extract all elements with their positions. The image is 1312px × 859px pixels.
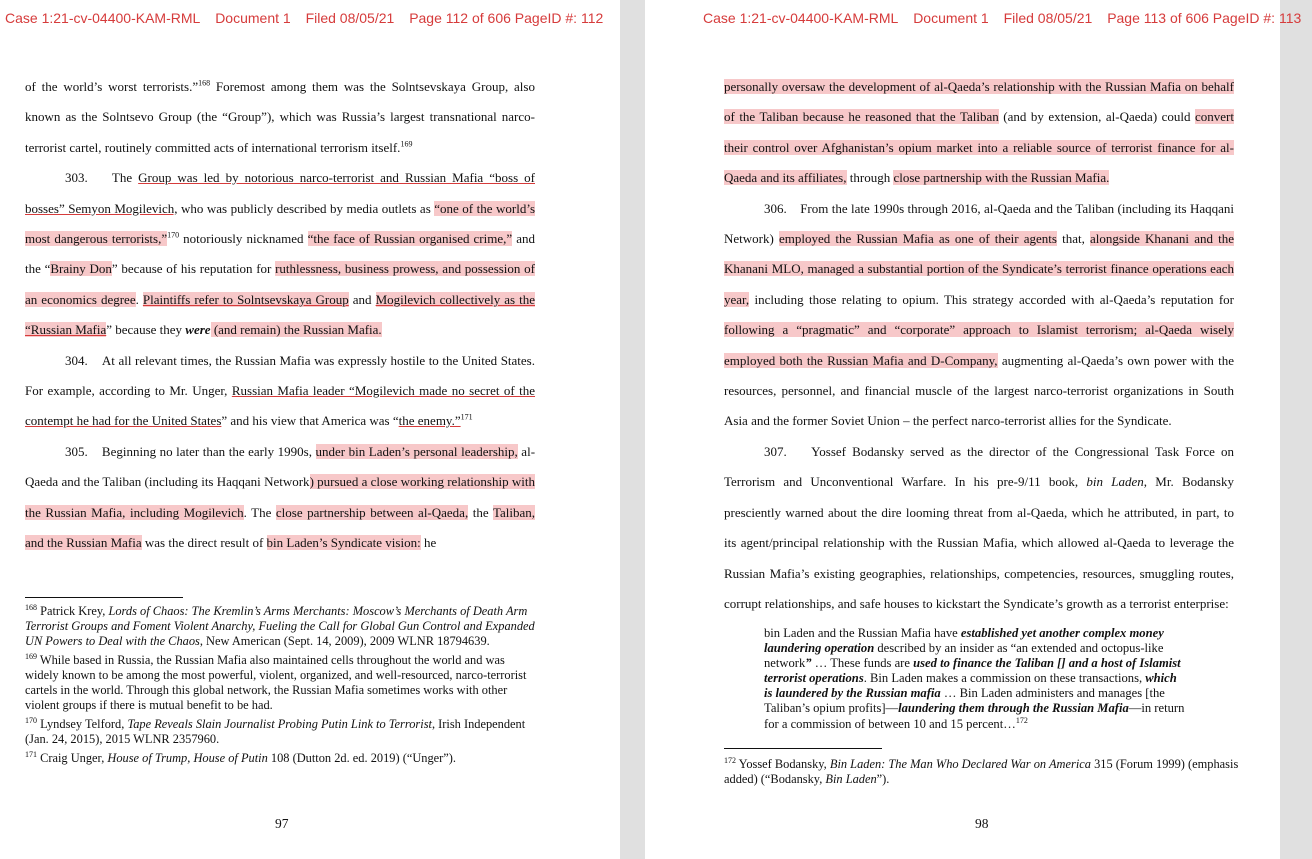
footnote-divider	[25, 597, 183, 598]
underlined-text: the enemy.”	[398, 413, 461, 429]
highlighted-text: Taliban, and the Russian Mafia	[25, 504, 536, 551]
highlighted-text: employed the Russian Mafia as one of their agents	[778, 231, 1057, 247]
highlighted-text: ruthlessness, business prowess, and possession of an economics degree	[25, 261, 535, 307]
highlighted-text: “one of the world’s most dangerous terrorists,”	[25, 200, 536, 247]
paragraph-307: 307. Yossef Bodansky served as the director of the Congressional Task Force on Terrorism and Unconventional Warfare. In his pre-9/11 book, bin Laden, Mr. Bodansky presciently warned about the dire looming threat from al-Qaeda, which he attributed, in part, to its agent/principal relationship with the Russian Mafia, which allowed al-Qaeda to leverage the Russian Mafia’s existing geographies, relationships, competencies, resources, smuggling routes, corrupt relationships, and safe houses to kickstart the Syndicate’s growth as a terrorist enterprise:	[724, 443, 1235, 611]
document-number: Document 1	[215, 10, 291, 26]
underlined-text: Group was led by notorious narco-terrorist and Russian Mafia “boss of bosses” Semyon Mogilevich,	[25, 170, 535, 216]
page-number: 98	[975, 816, 989, 831]
page-header	[5, 10, 614, 26]
highlighted-text: close partnership with the Russian Mafia.	[893, 170, 1110, 186]
footnote-170: $^{170}$ Lyndsey Telford, Tape Reveals Slain Journalist Probing Putin Link to Terrorist, Irish Independent (Jan. 24, 2015), 2015 WLNR 2357960.	[25, 715, 526, 746]
paragraph-number: 306.	[764, 200, 787, 216]
highlighted-text: following a “pragmatic” and “corporate” approach to Islamist terrorism; al-Qaeda wisely employed both the Russian Mafia and D-Company,	[724, 322, 1234, 368]
highlighted-text: “the face of Russian organised crime,”	[307, 231, 513, 247]
page-body	[724, 72, 1234, 619]
highlighted-text: Mogilevich collectively as the “Russian Mafia	[25, 291, 535, 338]
footnote-ref[interactable]: 171	[460, 413, 473, 423]
page-id: Page 112 of 606 PageID #: 112	[409, 10, 604, 26]
paragraph-303: 303. The Group was led by notorious narco-terrorist and Russian Mafia “boss of bosses” Semyon Mogilevich, who was publicly described by media outlets as “one of the world’s most dangerous terrorists,”$^{170}$ notoriously nicknamed “the face of Russian organised crime,” and the “Brainy Don” because of his reputation for ruthlessness, business prowess, and possession of an economics degree. Plaintiffs refer to Solntsevskaya Group and Mogilevich collectively as the “Russian Mafia” because they were (and remain) the Russian Mafia.	[25, 170, 536, 338]
document-page-97	[0, 0, 620, 859]
footnote-ref[interactable]: 169	[400, 139, 413, 149]
filed-date: Filed 08/05/21	[305, 10, 395, 26]
highlighted-text: Plaintiffs refer to Solntsevskaya Group	[142, 291, 349, 307]
footnotes	[724, 757, 1239, 791]
footnote-169: $^{169}$ While based in Russia, the Russian Mafia also maintained cells throughout the world and was widely known to be among the most powerful, violent, organized, and well-resourced, narco-terrorist cartels in the world. Through this global network, the Russian Mafia sometimes works with other violent groups if there is mutual benefit to be had.	[25, 651, 527, 712]
paragraph-number: 304.	[65, 352, 88, 368]
paragraph-number: 305.	[65, 443, 88, 459]
highlighted-text: Brainy Don	[50, 261, 112, 277]
paragraph-306: 306. From the late 1990s through 2016, al-Qaeda and the Taliban (including its Haqqani Network) employed the Russian Mafia as one of their agents that, alongside Khanani and the Khanani MLO, managed a substantial portion of the Syndicate’s terrorist finance operations each year, including those relating to opium. This strategy accorded with al-Qaeda’s reputation for following a “pragmatic” and “corporate” approach to Islamist terrorism; al-Qaeda wisely employed both the Russian Mafia and D-Company, augmenting al-Qaeda’s own power with the resources, personnel, and financial muscle of the largest narco-terrorist organizations in South Asia and the former Soviet Union – the perfect narco-terrorist allies for the Syndicate.	[724, 200, 1234, 429]
page-body	[25, 72, 535, 559]
footnote-168: $^{168}$ Patrick Krey, Lords of Chaos: The Kremlin’s Arms Merchants: Moscow’s Merchants of Death Arm Terrorist Groups and Foment Violent Anarchy, Fueling the Call for Global Gun Control and Expanded UN Powers to Deal with the Chaos, New American (Sept. 14, 2009), 2009 WLNR 18794639.	[25, 602, 535, 648]
footnote-divider	[724, 748, 882, 749]
highlighted-text: under bin Laden’s personal leadership,	[315, 443, 518, 459]
footnote-ref[interactable]: 168	[198, 78, 211, 88]
footnote-ref[interactable]: 170	[167, 230, 180, 240]
page-id: Page 113 of 606 PageID #: 113	[1107, 10, 1302, 26]
footnote-172: $^{172}$ Yossef Bodansky, Bin Laden: The Man Who Declared War on America 315 (Forum 1999) (emphasis added) (“Bodansky, Bin Laden”).	[724, 755, 1239, 786]
highlighted-text: convert their control over Afghanistan’s opium market into a reliable source of terrorist finance for al-Qaeda and its affiliates,	[724, 109, 1234, 186]
document-number: Document 1	[913, 10, 989, 26]
case-number: Case 1:21-cv-04400-KAM-RML	[703, 10, 899, 26]
page-header	[703, 10, 1312, 26]
highlighted-text: ) pursued a close working relationship with the Russian Mafia, including Mogilevich	[25, 474, 535, 520]
paragraph-continuation: personally oversaw the development of al-Qaeda’s relationship with the Russian Mafia on behalf of the Taliban because he reasoned that the Taliban (and by extension, al-Qaeda) could convert their control over Afghanistan’s opium market into a reliable source of terrorist finance for al-Qaeda and its affiliates, through close partnership with the Russian Mafia.	[724, 79, 1234, 186]
paragraph-number: 307.	[764, 443, 787, 459]
document-page-98	[645, 0, 1302, 859]
footnote-171: $^{171}$ Craig Unger, House of Trump, House of Putin 108 (Dutton 2d. ed. 2019) (“Unger”).	[25, 749, 457, 765]
paragraph-number: 303.	[65, 170, 88, 186]
page-number: 97	[275, 816, 289, 831]
case-number: Case 1:21-cv-04400-KAM-RML	[5, 10, 201, 26]
underlined-text: Russian Mafia leader “Mogilevich made no secret of the contempt he had for the United States	[25, 383, 536, 429]
highlighted-text: personally oversaw the development of al-Qaeda’s relationship with the Russian Mafia on behalf of the Taliban because he reasoned that the Taliban	[724, 79, 1234, 125]
footnote-ref[interactable]: 172	[1015, 715, 1028, 725]
paragraph-continuation: of the world’s worst terrorists.”$^{168}$ Foremost among them was the Solntsevskaya Group, also known as the Solntsevo Group (the “Group”), which was Russia’s largest transnational narco-terrorist cartel, routinely committed acts of international terrorism itself.$^{169}$	[25, 78, 535, 155]
highlighted-text: alongside Khanani and the Khanani MLO, managed a substantial portion of the Syndicate’s terrorist finance operations each year,	[724, 231, 1234, 307]
block-quote: bin Laden and the Russian Mafia have established yet another complex money laundering operation described by an insider as “an extended and octopus-like network” … These funds are used to finance the Taliban [] and a host of Islamist terrorist operations. Bin Laden makes a commission on these transactions, which is laundered by the Russian mafia … Bin Laden administers and manages [the Taliban’s opium profits]—laundering them through the Russian Mafia—in return for a commission of between 10 and 15 percent…$^{172}$	[764, 626, 1185, 731]
filed-date: Filed 08/05/21	[1003, 10, 1093, 26]
paragraph-304: 304. At all relevant times, the Russian Mafia was expressly hostile to the United States. For example, according to Mr. Unger, Russian Mafia leader “Mogilevich made no secret of the contempt he had for the United States” and his view that America was “the enemy.”$^{171}$	[25, 352, 536, 429]
highlighted-text: close partnership between al-Qaeda,	[275, 504, 469, 520]
highlighted-text: bin Laden’s Syndicate vision:	[266, 535, 421, 551]
footnotes	[25, 604, 540, 770]
paragraph-305: 305. Beginning no later than the early 1990s, under bin Laden’s personal leadership, al-Qaeda and the Taliban (including its Haqqani Network) pursued a close working relationship with the Russian Mafia, including Mogilevich. The close partnership between al-Qaeda, the Taliban, and the Russian Mafia was the direct result of bin Laden’s Syndicate vision: he	[25, 443, 536, 551]
